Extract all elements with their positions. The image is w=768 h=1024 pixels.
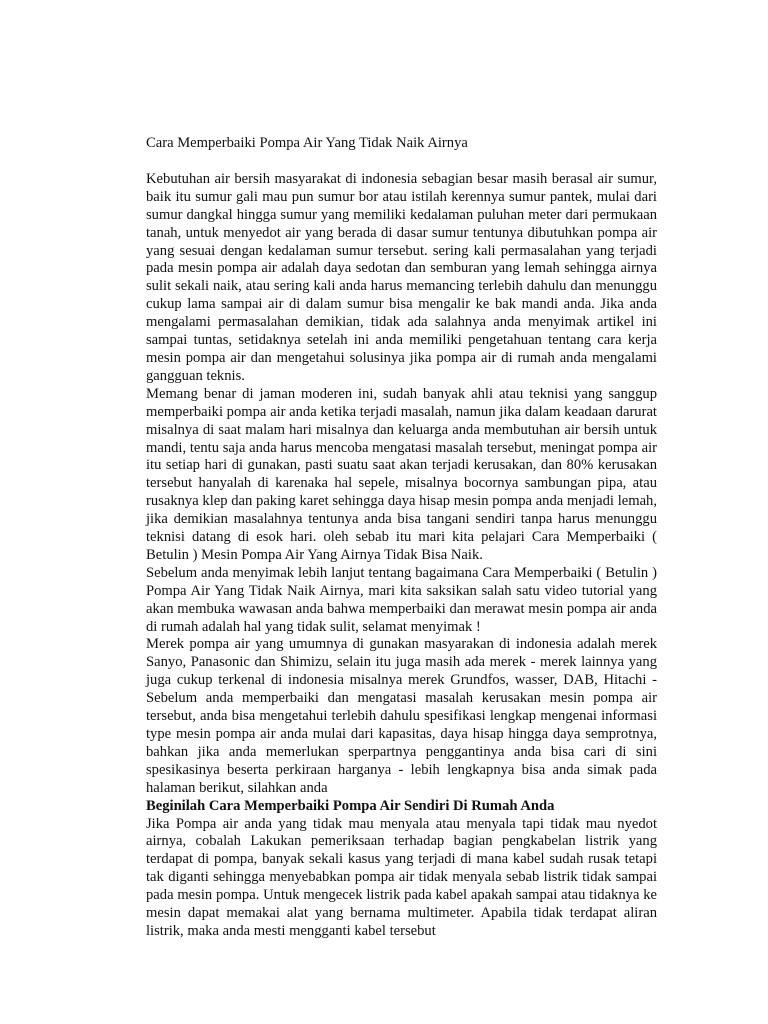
paragraph-repair-reasons: Memang benar di jaman moderen ini, sudah banyak ahli atau teknisi yang sanggup memperbaiki pompa air anda ketika terjadi masalah, namun jika dalam keadaan darurat misalnya di saat malam hari misalnya dan keluarga anda membutuhan air bersih untuk mandi, tentu saja anda harus mencoba mengatasi masalah tersebut, meningat pompa air itu setiap hari di gunakan, pasti suatu saat akan terjadi kerusakan, dan 80% kerusakan tersebut hanyalah di karenaka hal sepele, misalnya bocornya sambungan pipa, atau rusaknya klep dan paking karet sehingga daya hisap mesin pompa anda menjadi lemah, jika demikian masalahnya tentunya anda bisa tangani sendiri tanpa harus menunggu teknisi datang di esok hari. oleh sebab itu mari kita pelajari Cara Memperbaiki ( Betulin ) Mesin Pompa Air Yang Airnya Tidak Bisa Naik.	[146, 385, 657, 563]
document-title: Cara Memperbaiki Pompa Air Yang Tidak Naik Airnya	[146, 135, 468, 151]
document-page	[146, 135, 657, 941]
paragraph-wiring-check: Jika Pompa air anda yang tidak mau menyala atau menyala tapi tidak mau nyedot airnya, cobalah Lakukan pemeriksaan terhadap bagian pengkabelan listrik yang terdapat di pompa, banyak sekali kasus yang terjadi di mana kabel sudah rusak tetapi tak diganti sehingga menyebabkan pompa air tidak menyala sebab listrik tidak sampai pada mesin pompa. Untuk mengecek listrik pada kabel apakah sampai atau tidaknya ke mesin dapat memakai alat yang bernama multimeter. Apabila tidak terdapat aliran listrik, maka anda mesti mengganti kabel tersebut	[146, 815, 657, 939]
section-heading: Beginilah Cara Memperbaiki Pompa Air Sendiri Di Rumah Anda	[146, 797, 555, 814]
paragraph-video-intro: Sebelum anda menyimak lebih lanjut tentang bagaimana Cara Memperbaiki ( Betulin ) Pompa Air Yang Tidak Naik Airnya, mari kita saksikan salah satu video tutorial yang akan membuka wawasan anda bahwa memperbaiki dan merawat mesin pompa air anda di rumah adalah hal yang tidak sulit, selamat menyimak !	[146, 564, 657, 635]
paragraph-intro: Kebutuhan air bersih masyarakat di indonesia sebagian besar masih berasal air sumur, baik itu sumur gali mau pun sumur bor atau istilah kerennya sumur pantek, mulai dari sumur dangkal hingga sumur yang memiliki kedalaman puluhan meter dari permukaan tanah, untuk menyedot air yang berada di dasar sumur tentunya dibutuhkan pompa air yang sesuai dengan kedalaman sumur tersebut. sering kali permasalahan yang terjadi pada mesin pompa air adalah daya sedotan dan semburan yang lemah sehingga airnya sulit sekali naik, atau sering kali anda harus memancing terlebih dahulu dan menunggu cukup lama sampai air di dalam sumur bisa mengalir ke bak mandi anda. Jika anda mengalami permasalahan demikian, tidak ada salahnya anda menyimak artikel ini sampai tuntas, setidaknya setelah ini anda memiliki pengetahuan tentang cara kerja mesin pompa air dan mengetahui solusinya jika pompa air di rumah anda mengalami gangguan teknis.	[146, 170, 657, 384]
paragraph-pump-brands: Merek pompa air yang umumnya di gunakan masyarakan di indonesia adalah merek Sanyo, Panasonic dan Shimizu, selain itu juga masih ada merek - merek lainnya yang juga cukup terkenal di indonesia misalnya merek Grundfos, wasser, DAB, Hitachi - Sebelum anda memperbaiki dan mengatasi masalah kerusakan mesin pompa air tersebut, anda bisa mengetahui terlebih dahulu spesifikasi lengkap mengenai informasi type mesin pompa air anda mulai dari kapasitas, daya hisap hingga daya semprotnya, bahkan jika anda memerlukan sperpartnya penggantinya anda bisa cari di sini spesikasinya beserta perkiraan harganya - lebih lengkapnya bisa anda simak pada halaman berikut, silahkan anda	[146, 636, 657, 796]
